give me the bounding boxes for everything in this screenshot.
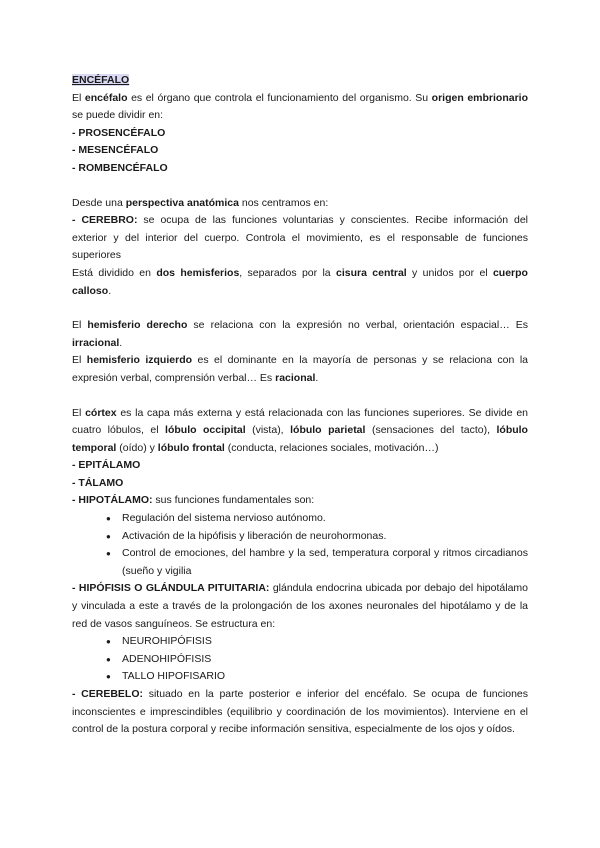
list-item: ● NEUROHIPÓFISIS: [106, 633, 528, 651]
cerebelo-paragraph: - CEREBELO: situado en la parte posterior e inferior del encéfalo. Se ocupa de funciones inconscientes e imprescindibles (equilibrio y coordinación de los movimientos). Interviene en el control de la postura corporal y recibe información sensitiva, especialmente de los ojos y oídos.: [72, 688, 528, 736]
cerebro-paragraph: - CEREBRO: se ocupa de las funciones voluntarias y conscientes. Recibe información del exterior y del interior del cuerpo. Controla el movimiento, es el responsable de funciones superiores: [72, 214, 528, 262]
hipotalamo-paragraph: - HIPOTÁLAMO: sus funciones fundamentales son:: [72, 494, 315, 507]
epitalamo-item: - EPITÁLAMO: [72, 459, 141, 472]
hipotalamo-list: [72, 510, 528, 580]
right-hemisphere-paragraph: El hemisferio derecho se relaciona con la expresión no verbal, orientación espacial… Es irracional.: [72, 319, 528, 349]
intro-paragraph: El encéfalo es el órgano que controla el funcionamiento del organismo. Su origen embrionario se puede dividir en:: [72, 91, 528, 122]
division-item: - PROSENCÉFALO: [72, 126, 166, 139]
hemispheres-paragraph: Está dividido en dos hemisferios, separados por la cisura central y unidos por el cuerpo calloso.: [72, 266, 528, 297]
list-item: ● ADENOHIPÓFISIS: [106, 651, 528, 669]
left-hemisphere-paragraph: El hemisferio izquierdo es el dominante en la mayoría de personas y se relaciona con la expresión verbal, comprensión verbal… Es racional.: [72, 354, 528, 384]
list-item: ● Activación de la hipófisis y liberación de neurohormonas.: [106, 528, 528, 546]
hipofisis-list: [72, 633, 528, 686]
division-item: - MESENCÉFALO: [72, 144, 159, 157]
list-item: ● Control de emociones, del hambre y la sed, temperatura corporal y ritmos circadianos (sueño y vigilia: [106, 545, 528, 580]
talamo-item: - TÁLAMO: [72, 476, 124, 489]
list-item: ● Regulación del sistema nervioso autónomo.: [106, 510, 528, 528]
cortex-paragraph: El córtex es la capa más externa y está relacionada con las funciones superiores. Se divide en cuatro lóbulos, el lóbulo occipital (vista), lóbulo parietal (sensaciones del tacto), lóbulo temporal (oído) y lóbulo frontal (conducta, relaciones sociales, motivación…): [72, 406, 528, 454]
anatomy-paragraph: Desde una perspectiva anatómica nos centramos en:: [72, 196, 329, 209]
hipofisis-paragraph: - HIPÓFISIS O GLÁNDULA PITUITARIA: glándula endocrina ubicada por debajo del hipotálamo y vinculada a este a través de la prolongación de los axones neuronales del hipotálamo y de la red de vasos sanguíneos. Se estructura en:: [72, 582, 528, 630]
document-title: ENCÉFALO: [72, 74, 130, 86]
list-item: ● TALLO HIPOFISARIO: [106, 668, 528, 686]
division-item: - ROMBENCÉFALO: [72, 161, 168, 174]
